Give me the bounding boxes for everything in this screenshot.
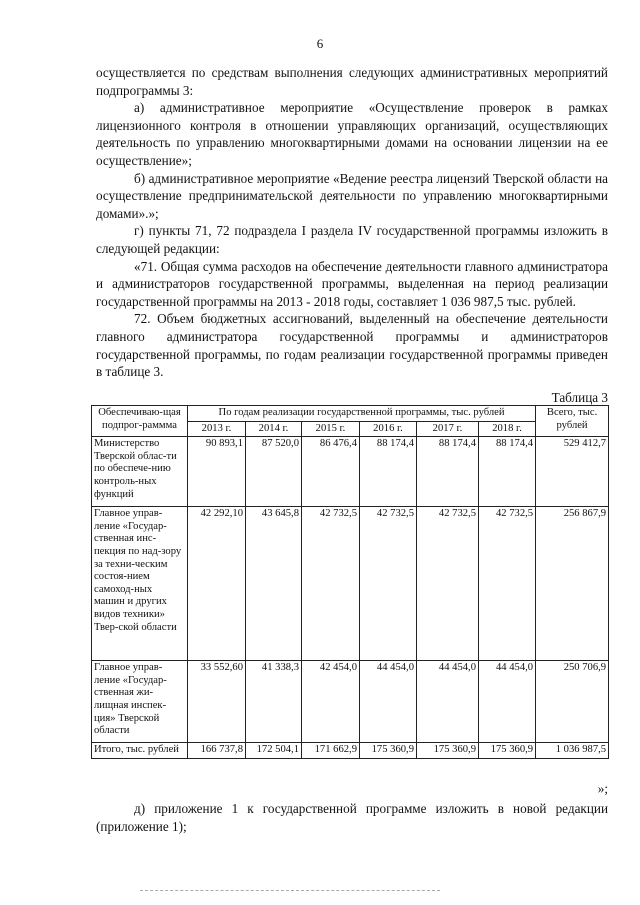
paragraph-intro: осуществляется по средствам выполнения следующих административных мероприятий подпрограммы 3:	[96, 65, 608, 98]
cell-value: 86 476,4	[302, 437, 360, 507]
cell-value: 87 520,0	[246, 437, 302, 507]
cell-value: 175 360,9	[479, 743, 536, 759]
cell-total: 529 412,7	[536, 437, 609, 507]
cell-value: 44 454,0	[479, 661, 536, 743]
cell-value: 166 737,8	[188, 743, 246, 759]
cell-value: 175 360,9	[360, 743, 417, 759]
paragraph-item-d: д) приложение 1 к государственной программе изложить в новой редакции (приложение 1);	[96, 801, 608, 834]
paragraph-71: «71. Общая сумма расходов на обеспечение деятельности главного администратора и администраторов государственной программы, выделенная на период реализации государственной программы на 2013 - 2018 годы, составляет 1 036 987,5 тыс. рублей.	[96, 258, 608, 309]
cell-value: 42 454,0	[302, 661, 360, 743]
budget-table	[91, 405, 609, 759]
cell-total: 256 867,9	[536, 507, 609, 661]
paragraph-72: 72. Объем бюджетных ассигнований, выделенный на обеспечение деятельности главного администратора государственной программы и администраторов государственной программы, по годам реализации государственной программы приведен в таблице 3.	[96, 311, 608, 380]
paragraph-item-b: б) административное мероприятие «Ведение реестра лицензий Тверской области на осуществление предпринимательской деятельности по управлению многоквартирными домами».»;	[96, 170, 608, 221]
cell-value: 171 662,9	[302, 743, 360, 759]
header-year: 2014 г.	[246, 421, 302, 437]
header-years-group: По годам реализации государственной программы, тыс. рублей	[188, 406, 536, 422]
row-name: Министерство Тверской облас-ти по обеспече-нию контроль-ных функций	[92, 437, 188, 507]
row-name: Главное управ-ление «Государ-ственная инс-пекция по над-зору за техни-ческим состоя-нием самоход-ных машин и других видов техники» Твер-ской области	[92, 507, 188, 661]
cell-total: 1 036 987,5	[536, 743, 609, 759]
page-number: 6	[316, 36, 324, 51]
paragraph-item-g: г) пункты 71, 72 подраздела I раздела IV государственной программы изложить в следующей редакции:	[96, 223, 608, 256]
cell-value: 175 360,9	[417, 743, 479, 759]
cell-value: 41 338,3	[246, 661, 302, 743]
cell-value: 43 645,8	[246, 507, 302, 661]
cell-value: 88 174,4	[417, 437, 479, 507]
cell-value: 88 174,4	[479, 437, 536, 507]
cell-value: 44 454,0	[360, 661, 417, 743]
cell-value: 42 732,5	[417, 507, 479, 661]
cell-value: 42 292,10	[188, 507, 246, 661]
cell-value: 44 454,0	[417, 661, 479, 743]
cell-total: 250 706,9	[536, 661, 609, 743]
cell-value: 33 552,60	[188, 661, 246, 743]
row-name: Итого, тыс. рублей	[92, 743, 188, 759]
cell-value: 42 732,5	[360, 507, 417, 661]
table-caption: Таблица 3	[551, 390, 608, 405]
header-total: Всего, тыс. рублей	[536, 406, 609, 437]
table-row-total	[92, 743, 609, 759]
closing-quote-mark: »;	[597, 781, 608, 796]
document-body	[96, 64, 608, 381]
header-year: 2015 г.	[302, 421, 360, 437]
header-year: 2017 г.	[417, 421, 479, 437]
table-row	[92, 661, 609, 743]
cell-value: 88 174,4	[360, 437, 417, 507]
table-row	[92, 437, 609, 507]
table-row	[92, 507, 609, 661]
row-name: Главное управ-ление «Государ-ственная жи-лищная инспек-ция» Тверской области	[92, 661, 188, 743]
document-body-bottom	[96, 800, 608, 835]
paragraph-item-a: а) административное мероприятие «Осуществление проверок в рамках лицензионного контроля в отношении управляющих организаций, осуществляющих деятельность по управлению многоквартирными домами на основании лицензии на ее осуществление»;	[96, 100, 608, 168]
cell-value: 42 732,5	[479, 507, 536, 661]
scan-artifact-line	[140, 890, 440, 891]
cell-value: 172 504,1	[246, 743, 302, 759]
header-year: 2018 г.	[479, 421, 536, 437]
cell-value: 42 732,5	[302, 507, 360, 661]
header-year: 2013 г.	[188, 421, 246, 437]
header-subprogram: Обеспечиваю-щая подпрог-раммма	[92, 406, 188, 437]
cell-value: 90 893,1	[188, 437, 246, 507]
header-year: 2016 г.	[360, 421, 417, 437]
